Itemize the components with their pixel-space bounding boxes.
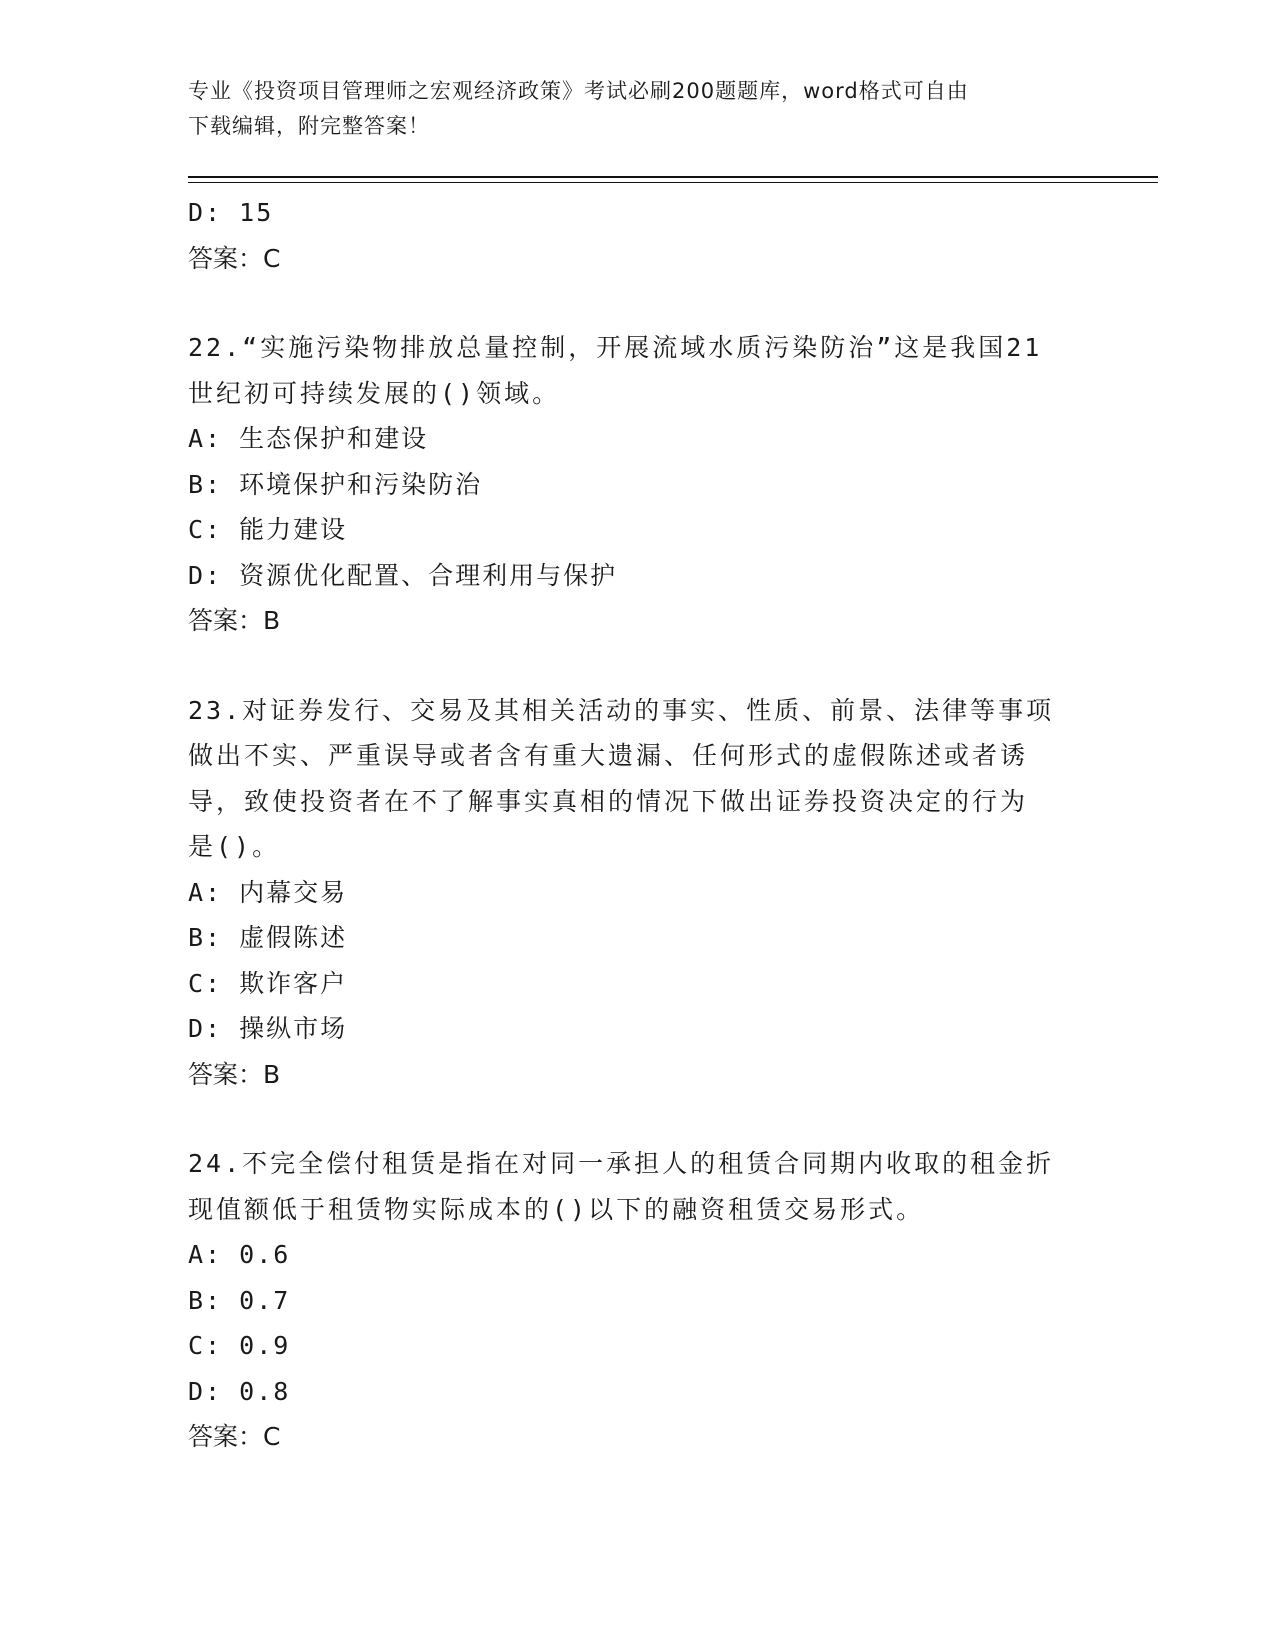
answer: 答案：B (188, 606, 281, 635)
option-a: A: 内幕交易 (188, 877, 348, 907)
option-a: A: 生态保护和建设 (188, 424, 429, 453)
option-d: D: 资源优化配置、合理利用与保护 (188, 560, 618, 590)
question-23 (188, 688, 1088, 1098)
prev-answer: 答案：C (188, 243, 281, 273)
option-b: B: 虚假陈述 (188, 923, 348, 952)
question-stem: 23.对证券发行、交易及其相关活动的事实、性质、前景、法律等事项 (188, 695, 1055, 725)
question-stem: 22.“实施污染物排放总量控制，开展流域水质污染防治”这是我国21 (188, 333, 1043, 362)
header-title-line-1: 专业《投资项目管理师之宏观经济政策》考试必刷200题题库，word格式可自由 (188, 79, 969, 103)
option-b: B: 0.7 (188, 1285, 291, 1315)
option-c: C: 0.9 (188, 1331, 291, 1360)
question-22 (188, 325, 1088, 644)
option-b: B: 环境保护和污染防治 (188, 469, 483, 499)
question-stem: 现值额低于租赁物实际成本的()以下的融资租赁交易形式。 (188, 1194, 925, 1224)
question-stem: 是()。 (188, 832, 281, 861)
option-d: D: 操纵市场 (188, 1014, 348, 1043)
question-list (188, 190, 1088, 1460)
answer: 答案：C (188, 1422, 281, 1451)
page-header (188, 74, 1088, 144)
option-a: A: 0.6 (188, 1240, 291, 1269)
prev-option-d: D: 15 (188, 198, 274, 227)
question-stem: 24.不完全偿付租赁是指在对同一承担人的租赁合同期内收取的租金折 (188, 1149, 1055, 1178)
question-stem: 做出不实、严重误导或者含有重大遗漏、任何形式的虚假陈述或者诱 (188, 741, 1029, 770)
option-c: C: 能力建设 (188, 515, 348, 544)
option-d: D: 0.8 (188, 1376, 291, 1406)
option-c: C: 欺诈客户 (188, 968, 348, 998)
header-divider (188, 176, 1158, 178)
header-divider-thin (188, 182, 1158, 183)
header-title-line-2: 下载编辑，附完整答案！ (188, 114, 430, 138)
question-stem: 世纪初可持续发展的()领域。 (188, 378, 561, 408)
answer: 答案：B (188, 1059, 281, 1089)
question-stem: 导，致使投资者在不了解事实真相的情况下做出证券投资决定的行为 (188, 786, 1029, 816)
question-24 (188, 1141, 1088, 1460)
